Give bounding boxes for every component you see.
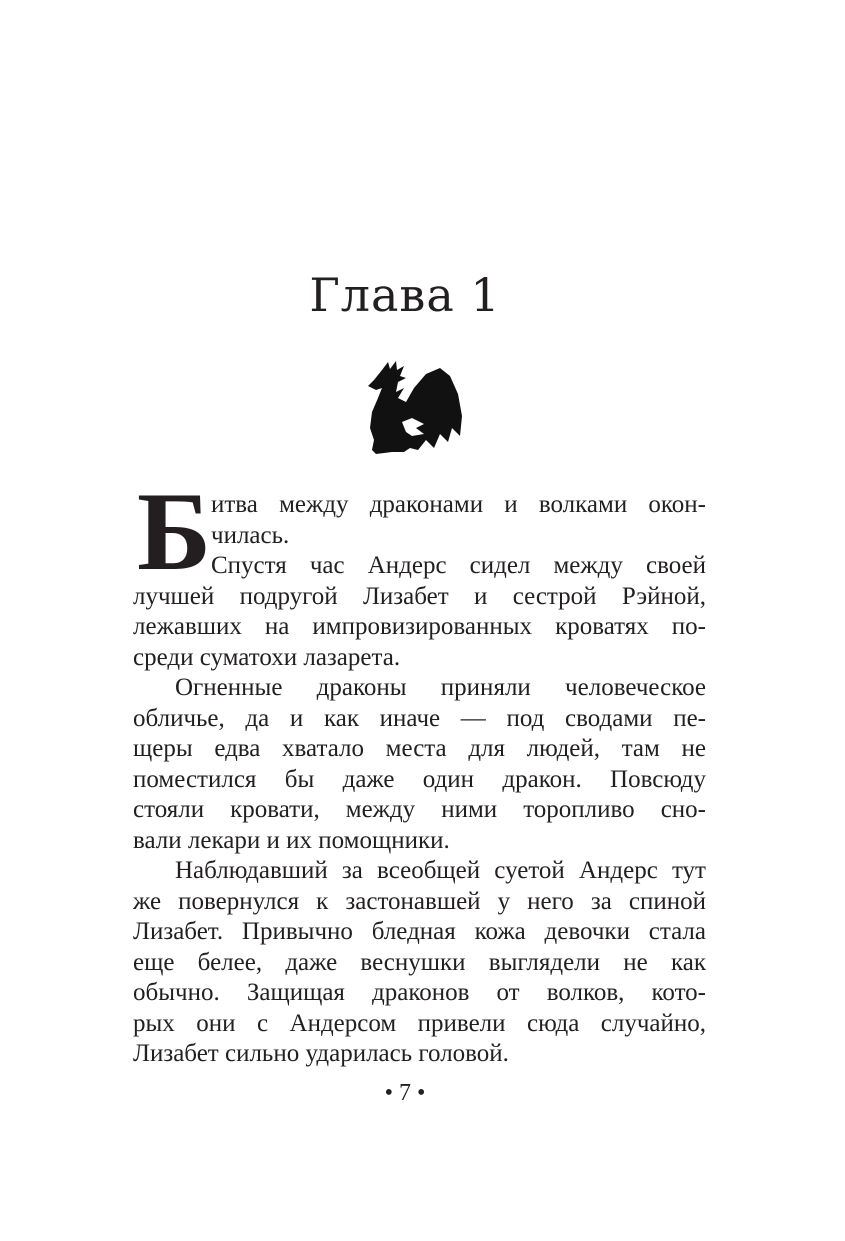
text-line: Спустя час Андерс сидел между своей bbox=[211, 552, 706, 579]
drop-cap: Б bbox=[137, 470, 212, 594]
text-line: Лизабет сильно ударилась головой. bbox=[133, 1040, 509, 1067]
text-line: лежавших на импровизированных кроватях по- bbox=[133, 613, 706, 640]
text-line: вали лекари и их помощники. bbox=[133, 826, 450, 854]
text-line: стояли кровати, между ними торопливо сно- bbox=[133, 796, 706, 823]
text-line: щеры едва хватало места для людей, там не bbox=[133, 735, 706, 762]
text-line: чилась. bbox=[211, 521, 290, 549]
text-line: же повернулся к застонавшей у него за спиной bbox=[133, 887, 706, 915]
chapter-title: Глава 1 bbox=[309, 268, 501, 322]
text-line: Наблюдавший за всеобщей суетой Андерс тут bbox=[175, 857, 706, 884]
text-line: рых они с Андерсом привели сюда случайно, bbox=[133, 1009, 706, 1037]
dragon-icon bbox=[352, 358, 464, 458]
text-line: поместился бы даже один дракон. Повсюду bbox=[133, 765, 706, 793]
page-number: • 7 • bbox=[384, 1080, 426, 1106]
text-line: обличье, да и как иначе — под сводами пе- bbox=[133, 704, 706, 732]
text-line: еще белее, даже веснушки выглядели не как bbox=[133, 948, 706, 976]
text-line: Лизабет. Привычно бледная кожа девочки стала bbox=[133, 918, 706, 945]
text-line: лучшей подругой Лизабет и сестрой Рэйной, bbox=[133, 582, 706, 610]
text-line: обычно. Защищая драконов от волков, кото- bbox=[133, 979, 706, 1006]
text-line: Огненные драконы приняли человеческое bbox=[175, 674, 706, 701]
body-text bbox=[133, 470, 706, 1070]
text-line: итва между драконами и волками окон- bbox=[211, 491, 706, 518]
text-line: среди суматохи лазарета. bbox=[133, 643, 401, 671]
